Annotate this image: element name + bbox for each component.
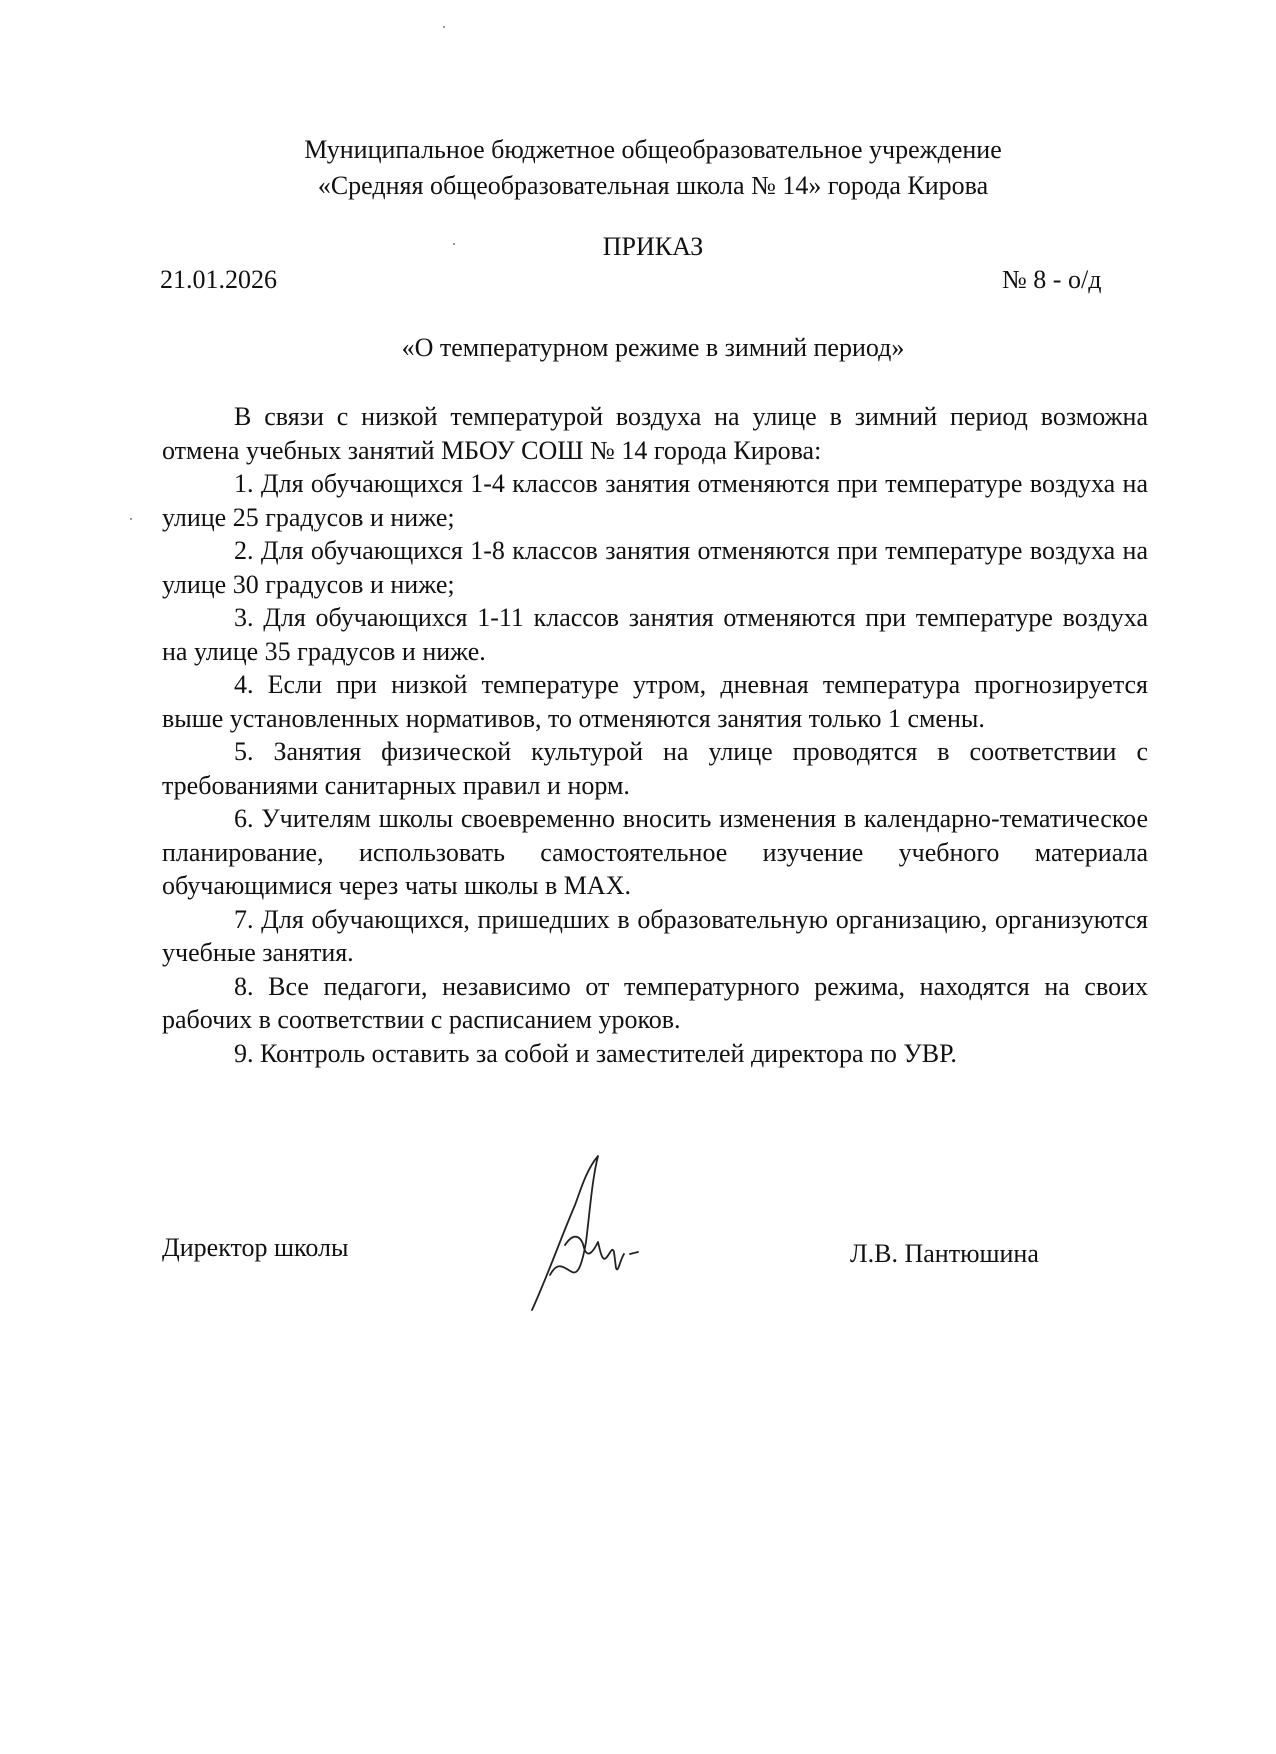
signatory-name: Л.В. Пантюшина [850,1239,1039,1268]
list-item: 5. Занятия физической культурой на улице проводятся в соответствии с требованиями санитарных правил и норм. [162,737,1148,800]
order-number: № 8 - о/д [1002,265,1102,294]
list-item: 8. Все педагоги, независимо от температурного режима, находятся на своих рабочих в соответствии с расписанием уроков. [162,971,1148,1034]
list-item: 7. Для обучающихся, пришедших в образовательную организацию, организуются учебные занятия. [162,904,1148,967]
signatory-position: Директор школы [162,1233,349,1262]
list-item: 1. Для обучающихся 1-4 классов занятия отменяются при температуре воздуха на улице 25 градусов и ниже; [162,469,1148,532]
order-body [162,400,1148,1070]
intro-paragraph: В связи с низкой температурой воздуха на улице в зимний период возможна отмена учебных занятий МБОУ СОШ № 14 города Кирова: [162,402,1148,465]
handwritten-signature [520,1150,660,1320]
scan-speck [443,26,445,28]
document-type-title: ПРИКАЗ [602,232,704,261]
scan-speck [130,518,132,520]
list-item: 4. Если при низкой температуре утром, дневная температура прогнозируется выше установленных нормативов, то отменяются занятия только 1 смены. [162,670,1148,733]
order-date: 21.01.2026 [160,265,277,294]
organization-line-2: «Средняя общеобразовательная школа № 14» города Кирова [317,171,989,200]
order-subject: «О температурном режиме в зимний период» [401,333,905,362]
list-item: 9. Контроль оставить за собой и заместителей директора по УВР. [234,1038,957,1068]
organization-line-1: Муниципальное бюджетное общеобразовательное учреждение [304,135,1002,164]
organization-header [0,132,1276,204]
list-item: 3. Для обучающихся 1-11 классов занятия отменяются при температуре воздуха на улице 35 градусов и ниже. [162,603,1148,666]
list-item: 6. Учителям школы своевременно вносить изменения в календарно-тематическое планирование, использовать самостоятельное изучение учебного материала обучающимися через чаты школы в MAX. [162,804,1148,900]
list-item: 2. Для обучающихся 1-8 классов занятия отменяются при температуре воздуха на улице 30 градусов и ниже; [162,536,1148,599]
